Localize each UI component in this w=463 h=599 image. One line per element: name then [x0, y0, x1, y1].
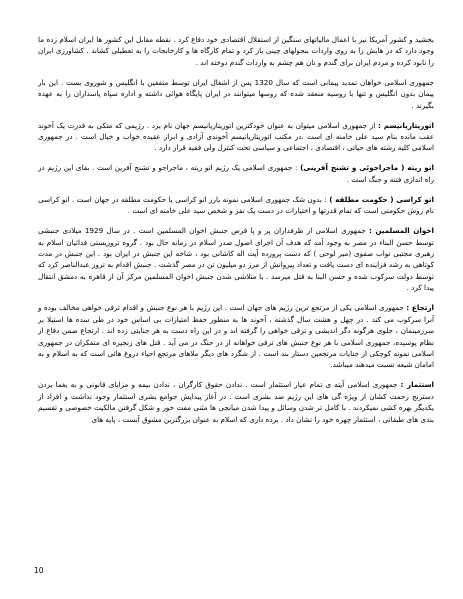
- body-text: [38, 34, 434, 434]
- page-number: 10: [34, 566, 44, 575]
- paragraph-exploitation: [38, 379, 434, 425]
- paragraph-authority: [38, 162, 434, 185]
- paragraph-term: ارتجاع :: [406, 303, 434, 313]
- paragraph-text: جمهوری اسلامی آیته ی تمام عیار استثمار است . ندادن حقوق کارگران ، ندادن بیمه و مزایای قانونی و به یغما بردن دسترنج زحمت کشان از ویژه گی های این رژیم ضد بشری است . در آغاز پیدایش جوامع بشری استثمار وجود نداشت و افراد از یکدیگر بهره کشی نمیکردند . با کامل تر شدن وسائل و پیدا شدن میانجی ها مثنی مفت خور و شکل گرفتن مالکیت خصوصی و تقسیم بندی های طبقاتی ، استثمار چهره خود را نشان داد . برده داری که اسلام به عنوان بزرگترین مشوق آنست ، پایه های: [38, 380, 434, 424]
- paragraph-text: از جمهوری اسلامی میتوان به عنوان خودکترین اتوریتاریانیسم جهان نام برد . رژیمی که متکی به قدرت یک آخوند عقب مانده بنام سید علی خامنه ای است .در مکتب اتوریتاریانیسم آخوندی آزادی و ابراز عقیده خواب و خیال است . در جمهوری اسلامی کلیه رشته های حیاتی ، اقتصادی ، اجتماعی و سیاسی تحت کنترل ولی فقیه قرار دارد .: [38, 120, 434, 153]
- paragraph-trade: [38, 34, 434, 68]
- paragraph-text: : جمهوری اسلامی یک رژیم اتو ریته ، ماجراجو و تشنج آفرین است . بقای این رژیم در راه اندازی فتنه و جنگ است .: [38, 163, 434, 184]
- paragraph-text: جمهوری اسلامی از طرفداران پر و پا قرص جنبش اخوان المسلمین است . در سال 1929 میلادی جنبشی توسط حسن البناء در مصر به وجود آمد که هدف آن اجرای اصول صدر اسلام در زمانه حال بود . گروه تروریستی فدائیان اسلام به رهبری مجتبی نواب صفوی (میر لوحی ) که دست پرورده آیت اله کاشانی بود ، شاخه این جنبش در ایران بود . این جنبش در مدت کوتاهی به رشد فزاینده ای دست یافت و تعداد پیروانش از مرز دو میلیون تن در مصر گذشت . جنبش اقدام به ترور عبدالناصر کرد که توسط دولت سرکوب شده و حسن البنا به قتل میرسد . با متلاشی شدن جنبش اخوان المسلمین مرکز آن از قاهره به دمشق انتقال پیدا کرد .: [38, 226, 434, 293]
- paragraph-reaction: [38, 302, 434, 370]
- paragraph-text: : بدون شک جمهوری اسلامی نمونه بارز اتو کراسی یا حکومت مطلقه در جهان است . اتو کراسی نام روش حکومتی است که تمام قدرتها و اختیارات در دست یک نفر و شخص سید علی خامنه ای است .: [38, 194, 434, 216]
- paragraph-text: جمهوری اسلامی خواهان تمدید پیمانی است که سال 1320 پس از اشغال ایران توسط متفقین با انگلیس و شوروی بست . این بار پیمان بدون انگلیس و تنها با روسیه منعقد شده که روسها میتوانند در ایران پایگاه هوائی داشته و اداره سپاه پاسداران را به عهده بگیرند .: [38, 77, 434, 110]
- paragraph-term: استثمار :: [400, 380, 434, 390]
- paragraph-term: اخوان المسلمین :: [368, 226, 435, 236]
- paragraph-muslim-brotherhood: [38, 225, 434, 293]
- paragraph-term: اتو ریته ( ماجراجوئی و تشنج آفرینی): [300, 163, 434, 173]
- paragraph-autocracy: [38, 194, 434, 217]
- paragraph-treaty: [38, 77, 434, 111]
- paragraph-text: جمهوری اسلامی یکی از مرتجع ترین رژیم های جهان است . این رژیم با هر نوع جنبش و اقدام ترقی خواهی مخالف بوده و آنرا سرکوب می کند . در چهل و هشت سال گذشته ، آخوند ها به منظور حفظ امتیازات بی اساس خود در طی سده ها استیلا بر سرزمینمان ، جلوی هرگونه دگر اندیشی و ترقی خواهی را گرفته اند و در این راه دست به هر جنایتی زده اند . ارتجاع ضمن دفاع از نظام پوسیده، جمهوری اسلامی با هر نوع جنبش های ترقی خواهانه از در جنگ در می آید . قتل های زنجیره ای متفکران در جمهوری اسلامی نمونه کوچکی از جنایات مرتجعین دستار بند است . از شگرد های دیگر ملاهای مرتجع احیاء دروغ هائی است که به اسلام و به امامان شیعه نسبت میدهند میباشد.: [38, 303, 434, 370]
- paragraph-authoritarianism: [38, 120, 434, 154]
- paragraph-term: اتو کراسی ( حکومت مطلقه ): [329, 194, 434, 204]
- paragraph-term: اتوریتاریانیسم :: [377, 120, 434, 130]
- paragraph-text: بخشید و کشور آمریکا نیز با اعمال مالیاتهای سنگین از استقلال اقتصادی خود دفاع کرد . نقطه مقابل این کشور ها ایران اسلام زده ما وجود دارد که در هایش را به روی واردات بنجولهای چینی باز کرد و تمام کارگاه ها و کارخانجات را به تعطیلی کشاند . کشاورزی ایران را نابود کرده و مردم ایران برای گندم و نان هم چشم به واردات گندم دوخته اند .: [38, 35, 434, 67]
